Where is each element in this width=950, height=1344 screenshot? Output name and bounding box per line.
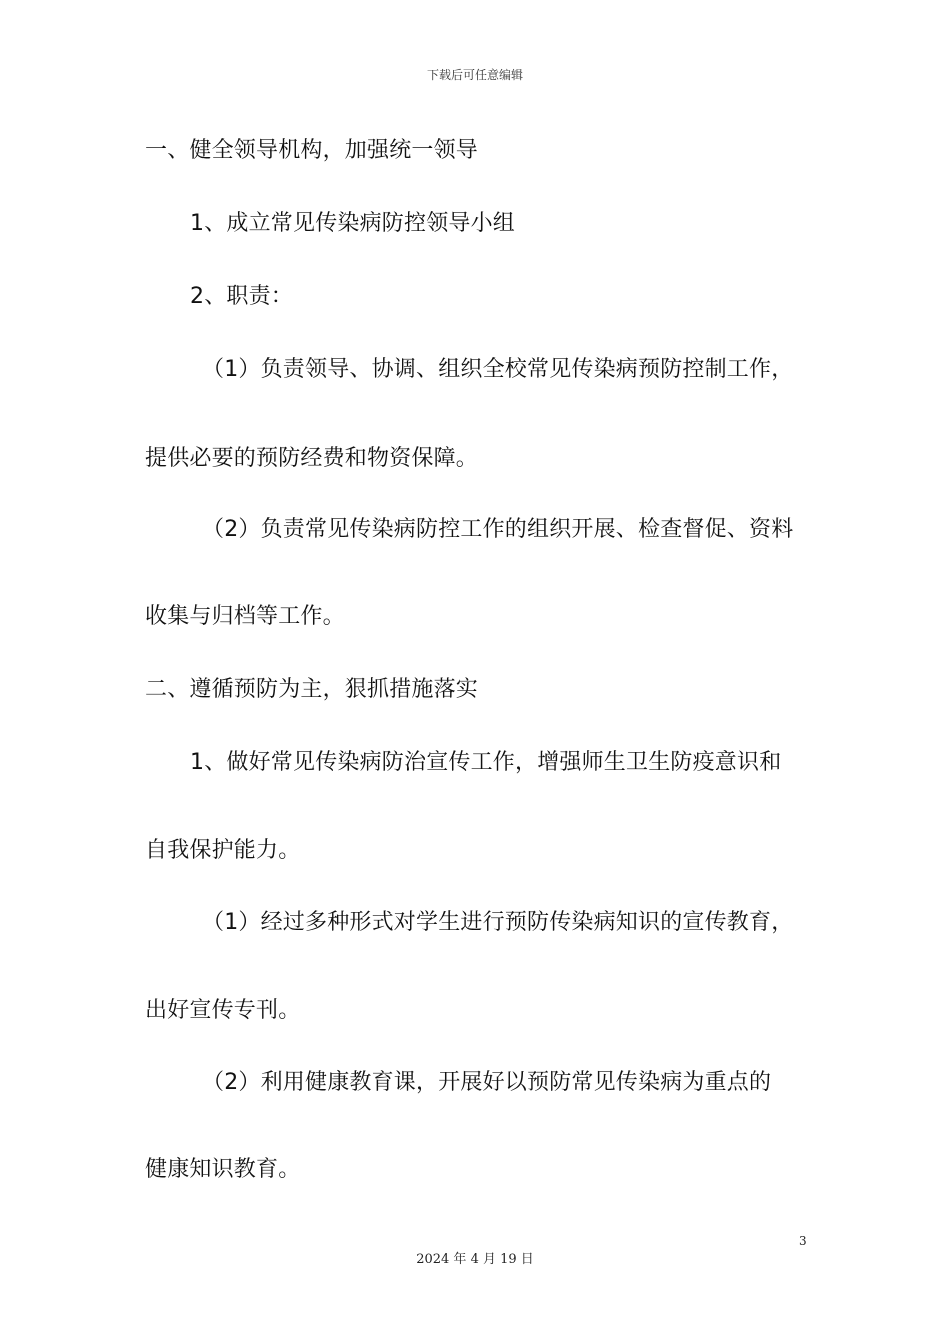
paragraph-line: 自我保护能力。 <box>145 838 301 863</box>
paragraph-line: （2）利用健康教育课，开展好以预防常见传染病为重点的 <box>202 1070 772 1095</box>
footer-date: 2024 年 4 月 19 日 <box>416 1252 534 1267</box>
page-number: 3 <box>799 1234 807 1248</box>
paragraph-line: 2、职责： <box>190 284 293 309</box>
section-heading-2: 二、遵循预防为主，狠抓措施落实 <box>145 677 479 702</box>
paragraph-line: 健康知识教育。 <box>145 1157 301 1182</box>
page-header: 下载后可任意编辑 <box>426 68 523 82</box>
paragraph-line: （1）负责领导、协调、组织全校常见传染病预防控制工作， <box>202 357 794 382</box>
paragraph-line: 出好宣传专刊。 <box>145 998 301 1023</box>
section-heading-1: 一、健全领导机构，加强统一领导 <box>145 138 479 163</box>
paragraph-line: 收集与归档等工作。 <box>145 604 345 629</box>
paragraph-line: （2）负责常见传染病防控工作的组织开展、检查督促、资料 <box>202 517 794 542</box>
paragraph-line: 1、做好常见传染病防治宣传工作，增强师生卫生防疫意识和 <box>190 750 782 775</box>
paragraph-line: 1、成立常见传染病防控领导小组 <box>190 211 515 236</box>
paragraph-line: 提供必要的预防经费和物资保障。 <box>145 446 479 471</box>
paragraph-line: （1）经过多种形式对学生进行预防传染病知识的宣传教育， <box>202 910 794 935</box>
